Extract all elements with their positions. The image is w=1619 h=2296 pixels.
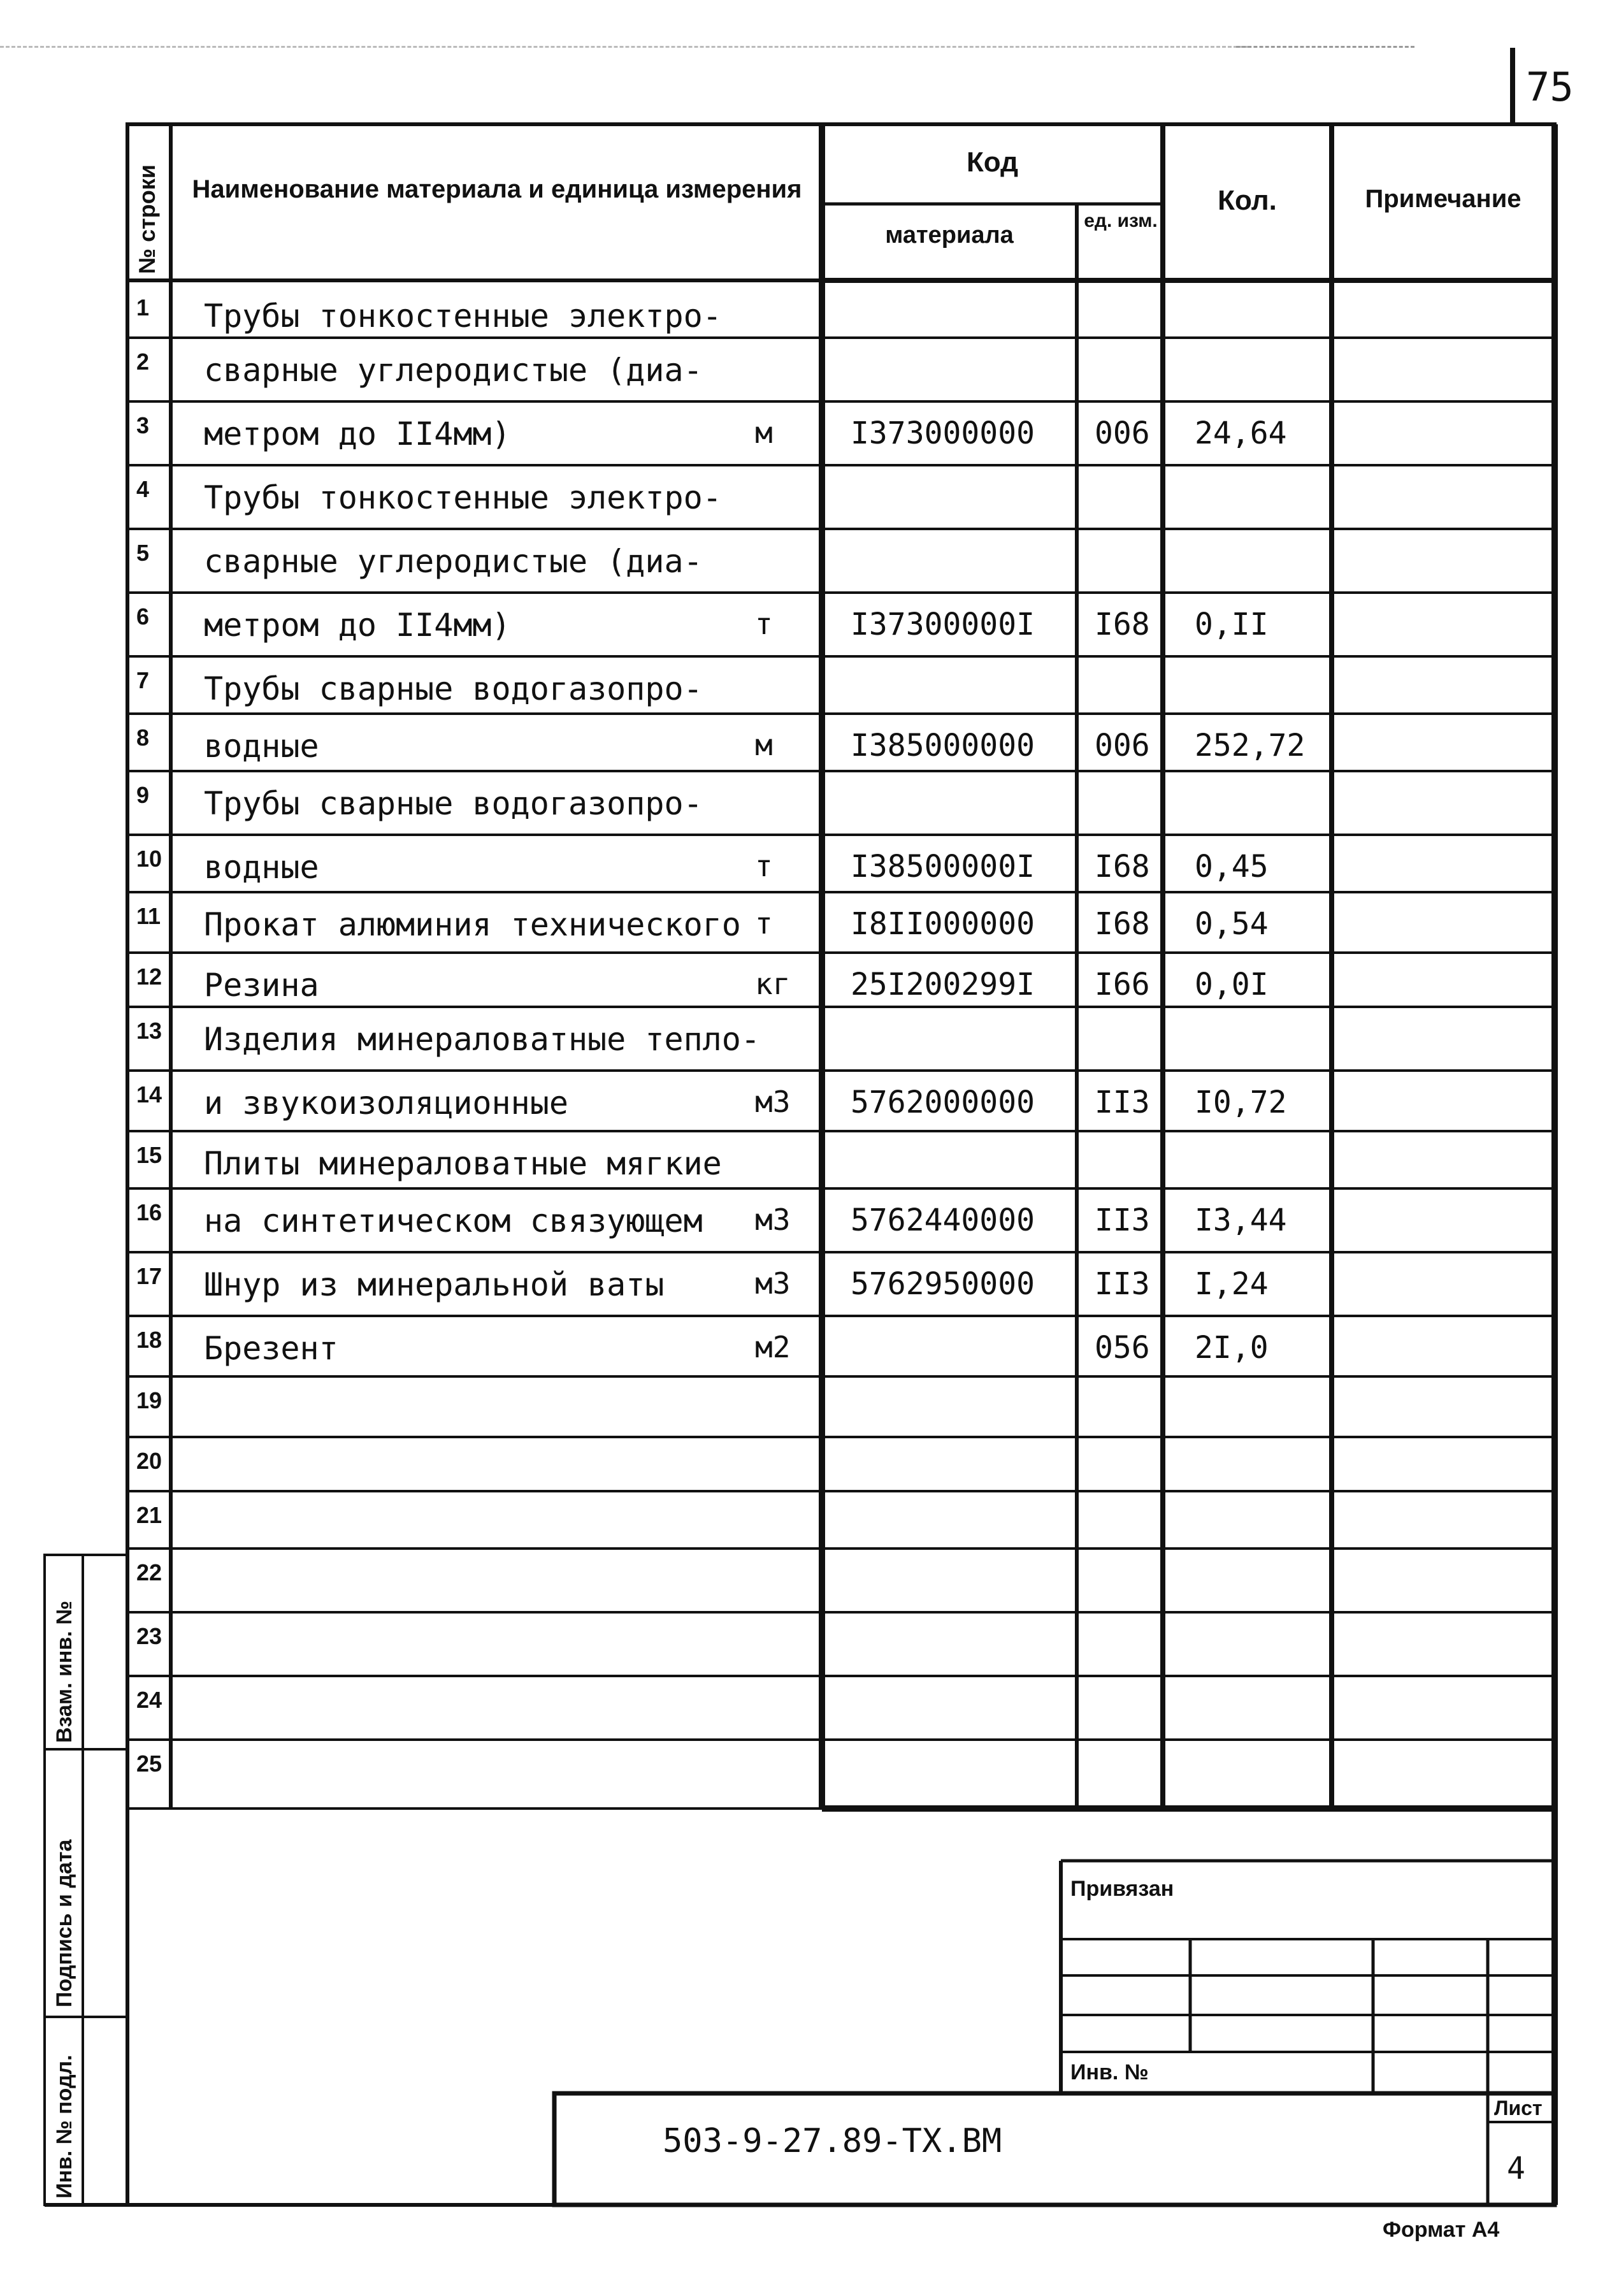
material-name: водные xyxy=(204,849,319,886)
material-name: Шнур из минеральной ваты xyxy=(204,1266,665,1303)
row-number: 24 xyxy=(136,1687,162,1713)
material-unit: т xyxy=(755,849,773,883)
material-name: метром до II4мм) xyxy=(204,607,511,644)
stamp-inv-no: Инв. № xyxy=(1070,2060,1149,2084)
row-number: 18 xyxy=(136,1327,162,1353)
row-number: 3 xyxy=(136,412,150,438)
quantity: I0,72 xyxy=(1195,1085,1287,1120)
side-label-vzam: Взам. инв. № xyxy=(52,1600,76,1743)
material-unit: кг xyxy=(755,967,791,1001)
unit-code: II3 xyxy=(1095,1202,1150,1238)
material-unit: м xyxy=(755,415,773,450)
unit-code: 006 xyxy=(1095,415,1150,451)
material-code: 5762950000 xyxy=(851,1266,1035,1302)
material-code: 25I200299I xyxy=(851,967,1035,1002)
material-code: I38500000I xyxy=(851,849,1035,884)
row-number: 15 xyxy=(136,1142,162,1168)
doc-number: 503-9-27.89-ТХ.ВМ xyxy=(663,2122,1002,2160)
column-header-qty: Кол. xyxy=(1218,185,1277,216)
row-number: 20 xyxy=(136,1448,162,1474)
row-number: 14 xyxy=(136,1081,162,1108)
quantity: 0,II xyxy=(1195,607,1269,642)
material-name: Плиты минераловатные мягкие xyxy=(204,1145,722,1182)
row-number: 22 xyxy=(136,1559,162,1585)
material-name: Трубы тонкостенные электро- xyxy=(204,479,722,516)
unit-code: II3 xyxy=(1095,1085,1150,1120)
material-unit: т xyxy=(755,906,773,941)
row-number: 2 xyxy=(136,349,150,375)
unit-code: II3 xyxy=(1095,1266,1150,1302)
material-name: на синтетическом связующем xyxy=(204,1202,703,1239)
material-code: I373000000 xyxy=(851,415,1035,451)
column-header-name: Наименование материала и единица измерения xyxy=(192,175,802,203)
row-number: 8 xyxy=(136,725,150,751)
quantity: 24,64 xyxy=(1195,415,1287,451)
material-code: I37300000I xyxy=(851,607,1035,642)
material-name: Трубы тонкостенные электро- xyxy=(204,298,722,335)
material-name: водные xyxy=(204,728,319,765)
row-number: 7 xyxy=(136,667,150,693)
quantity: 0,45 xyxy=(1195,849,1269,884)
material-name: метром до II4мм) xyxy=(204,415,511,452)
column-header-note: Примечание xyxy=(1365,185,1522,213)
row-number: 23 xyxy=(136,1623,162,1649)
material-code: 5762000000 xyxy=(851,1085,1035,1120)
material-name: Трубы сварные водогазопро- xyxy=(204,785,703,822)
quantity: 252,72 xyxy=(1195,728,1306,763)
row-number: 1 xyxy=(136,294,150,321)
stamp-privyazan: Привязан xyxy=(1070,1877,1174,1901)
material-code: I385000000 xyxy=(851,728,1035,763)
unit-code: I68 xyxy=(1095,906,1150,942)
row-number: 6 xyxy=(136,603,150,630)
row-number: 12 xyxy=(136,964,162,990)
column-header-code: Код xyxy=(966,147,1019,178)
column-header-material: материала xyxy=(885,222,1014,249)
row-number: 16 xyxy=(136,1199,162,1225)
row-number: 9 xyxy=(136,782,150,808)
material-name: Изделия минераловатные тепло- xyxy=(204,1021,760,1058)
side-label-inv: Инв. № подл. xyxy=(52,2054,76,2199)
material-name: Резина xyxy=(204,967,319,1004)
material-unit: м3 xyxy=(755,1266,791,1301)
unit-code: I68 xyxy=(1095,849,1150,884)
quantity: 0,54 xyxy=(1195,906,1269,942)
row-number: 5 xyxy=(136,540,150,566)
row-number: 25 xyxy=(136,1751,162,1777)
column-header-row-no: № строки xyxy=(134,164,160,274)
row-number: 10 xyxy=(136,846,162,872)
material-code: 5762440000 xyxy=(851,1202,1035,1238)
unit-code: 006 xyxy=(1095,728,1150,763)
row-number: 4 xyxy=(136,476,150,502)
row-number: 13 xyxy=(136,1018,162,1044)
row-number: 11 xyxy=(136,903,161,929)
column-header-unit-code: ед. изм. xyxy=(1084,210,1158,231)
stamp-list-value: 4 xyxy=(1507,2151,1525,2186)
unit-code: 056 xyxy=(1095,1330,1150,1366)
material-unit: м xyxy=(755,728,773,762)
quantity: I3,44 xyxy=(1195,1202,1287,1238)
row-number: 17 xyxy=(136,1263,162,1289)
material-name: Трубы сварные водогазопро- xyxy=(204,670,703,707)
quantity: 2I,0 xyxy=(1195,1330,1269,1366)
format-label: Формат А4 xyxy=(1383,2218,1500,2242)
material-name: сварные углеродистые (диа- xyxy=(204,543,703,580)
material-unit: м2 xyxy=(755,1330,791,1364)
stamp-list-label: Лист xyxy=(1494,2097,1543,2119)
row-number: 21 xyxy=(136,1502,162,1528)
quantity: I,24 xyxy=(1195,1266,1269,1302)
quantity: 0,0I xyxy=(1195,967,1269,1002)
unit-code: I68 xyxy=(1095,607,1150,642)
material-unit: м3 xyxy=(755,1085,791,1119)
material-name: Брезент xyxy=(204,1330,338,1367)
material-name: Прокат алюминия технического xyxy=(204,906,741,943)
material-unit: т xyxy=(755,607,773,641)
material-name: и звукоизоляционные xyxy=(204,1085,568,1122)
material-code: I8II000000 xyxy=(851,906,1035,942)
side-label-podpis: Подпись и дата xyxy=(52,1839,76,2007)
material-name: сварные углеродистые (диа- xyxy=(204,352,703,389)
page-number: 75 xyxy=(1526,64,1574,110)
unit-code: I66 xyxy=(1095,967,1150,1002)
material-unit: м3 xyxy=(755,1202,791,1237)
row-number: 19 xyxy=(136,1387,162,1413)
